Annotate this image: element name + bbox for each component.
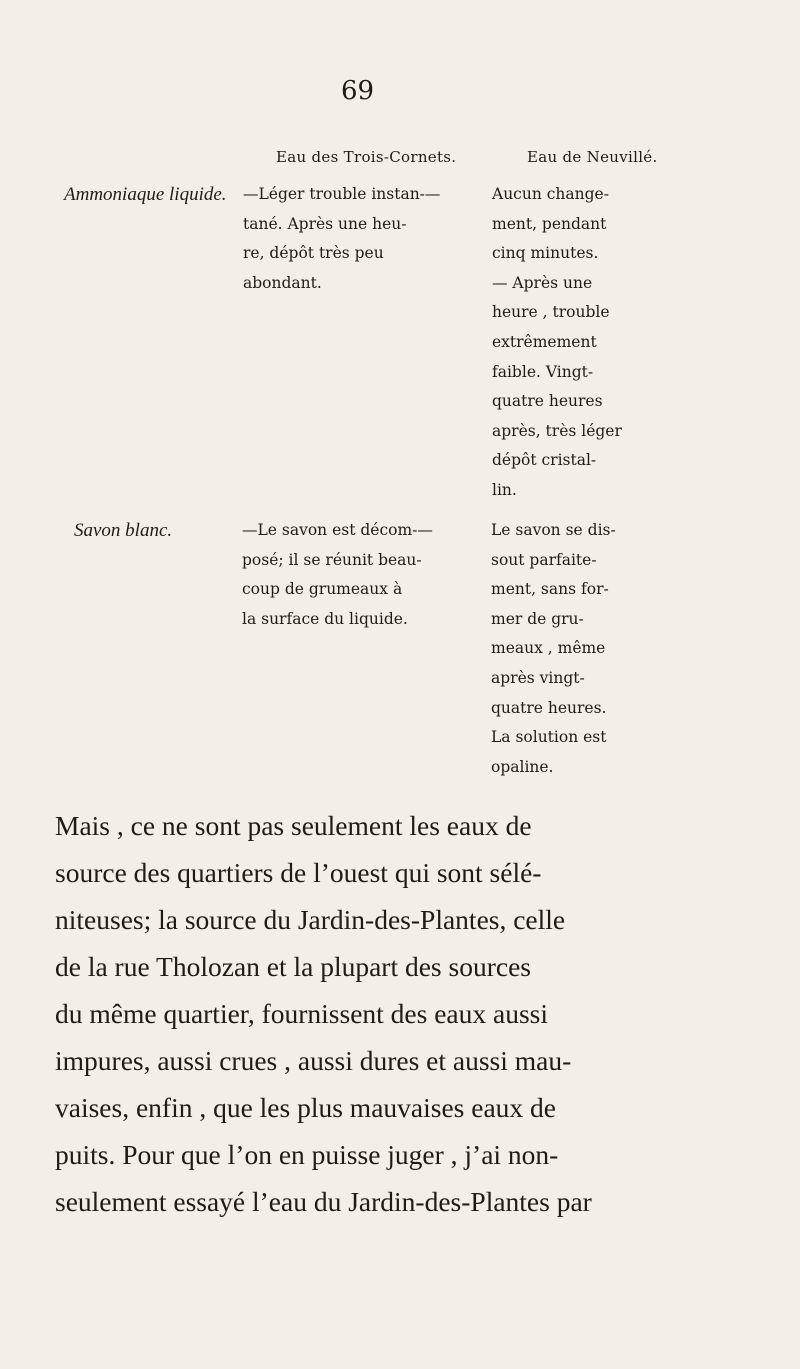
page-number: 69 <box>341 76 375 106</box>
row-label-savon: Savon blanc. <box>74 520 173 541</box>
column-header-trois-cornets: Eau des Trois-Cornets. <box>276 148 457 166</box>
cell-savon-neuville: Le savon se dis- sout parfaite- ment, sans for- mer de gru- meaux , même après vingt- quatre heures. La solution est opaline. <box>491 521 616 776</box>
cell-ammoniaque-neuville: Aucun change- ment, pendant cinq minutes. — Après une heure , trouble extrêmement faible. Vingt- quatre heures après, très léger dépôt cristal- lin. <box>492 185 622 499</box>
cell-ammoniaque-trois-cornets: —Léger trouble instan-— tané. Après une heu- re, dépôt très peu abondant. <box>243 185 441 292</box>
body-paragraph: Mais , ce ne sont pas seulement les eaux de source des quartiers de l’ouest qui sont sélé- niteuses; la source du Jardin-des-Plantes, celle de la rue Tholozan et la plupart des sources du même quartier, fournissent des eaux aussi impures, aussi crues , aussi dures et aussi mau- vaises, enfin , que les plus mauvaises eaux de puits. Pour que l’on en puisse juger , j’ai non- seulement essayé l’eau du Jardin-des-Plantes par <box>55 810 592 1217</box>
row-label-ammoniaque: Ammoniaque liquide. <box>64 184 227 205</box>
column-header-neuville: Eau de Neuvillé. <box>527 148 658 166</box>
cell-savon-trois-cornets: —Le savon est décom-— posé; il se réunit beau- coup de grumeaux à la surface du liquide. <box>242 521 433 628</box>
